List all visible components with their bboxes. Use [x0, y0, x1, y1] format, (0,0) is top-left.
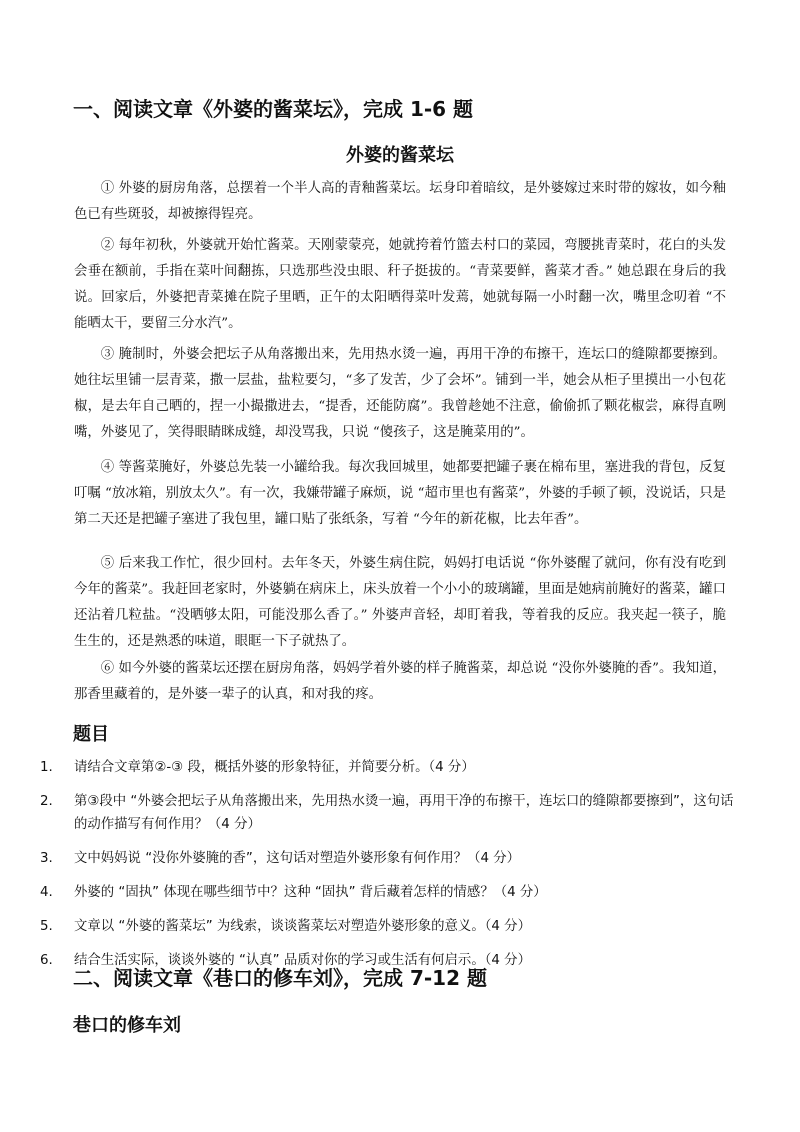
question-text: 第③段中 “外婆会把坛子从角落搬出来，先用热水烫一遍，再用干净的布擦干，连坛口的缝隙都要擦到”，这句话的动作描写有何作用？（4 分） — [74, 794, 734, 832]
question-text: 文章以 “外婆的酱菜坛” 为线索，谈谈酱菜坛对塑造外婆形象的意义。（4 分） — [74, 919, 531, 934]
article-1-title: 外婆的酱菜坛 — [346, 145, 454, 166]
question-item — [40, 756, 740, 779]
questions-heading: 题目 — [73, 724, 109, 745]
question-list — [40, 756, 740, 983]
article-2-title: 巷口的修车刘 — [73, 1015, 181, 1036]
section-1-title: 一、阅读文章《外婆的酱菜坛》，完成 1-6 题 — [73, 97, 474, 121]
article-1-paragraph-3: ③ 腌制时，外婆会把坛子从角落搬出来，先用热水烫一遍，再用干净的布擦干，连坛口的缝隙都要擦到。她往坛里铺一层青菜，撒一层盐，盐粒要匀，“多了发苦，少了会坏”。铺到一半，她会从柜子里摸出一小包花椒，是去年自己晒的，捏一小撮撒进去，“提香，还能防腐”。我曾趁她不注意，偷偷抓了颗花椒尝，麻得直咧嘴，外婆见了，笑得眼睛眯成缝，却没骂我，只说 “傻孩子，这是腌菜用的”。 — [74, 347, 726, 440]
article-1-paragraph-5: ⑤ 后来我工作忙，很少回村。去年冬天，外婆生病住院，妈妈打电话说 “你外婆醒了就问，你有没有吃到今年的酱菜”。我赶回老家时，外婆躺在病床上，床头放着一个小小的玻璃罐，里面是她病前腌好的酱菜，罐口还沾着几粒盐。“没晒够太阳，可能没那么香了。” 外婆声音轻，却盯着我，等着我的反应。我夹起一筷子，脆生生的，还是熟悉的味道，眼眶一下子就热了。 — [74, 556, 726, 649]
question-text: 结合生活实际，谈谈外婆的 “认真” 品质对你的学习或生活有何启示。（4 分） — [74, 953, 531, 968]
question-number: 6. — [40, 953, 53, 968]
question-number: 4. — [40, 885, 53, 900]
article-1-paragraph-2: ② 每年初秋，外婆就开始忙酱菜。天刚蒙蒙亮，她就挎着竹篮去村口的菜园，弯腰挑青菜时，花白的头发会垂在额前，手指在菜叶间翻拣，只选那些没虫眼、秆子挺拔的。“青菜要鲜，酱菜才香。” 她总跟在身后的我说。回家后，外婆把青菜摊在院子里晒，正午的太阳晒得菜叶发蔫，她就每隔一小时翻一次，嘴里念叨着 “不能晒太干，要留三分水汽”。 — [74, 238, 726, 331]
question-text: 文中妈妈说 “没你外婆腌的香”，这句话对塑造外婆形象有何作用？（4 分） — [74, 851, 521, 866]
question-item — [40, 915, 740, 938]
question-text: 外婆的 “固执” 体现在哪些细节中？这种 “固执” 背后藏着怎样的情感？（4 分） — [74, 885, 547, 900]
question-item — [40, 847, 740, 870]
article-1-paragraph-1: ① 外婆的厨房角落，总摆着一个半人高的青釉酱菜坛。坛身印着暗纹，是外婆嫁过来时带的嫁妆，如今釉色已有些斑驳，却被擦得锃亮。 — [74, 181, 726, 222]
article-1-paragraph-4: ④ 等酱菜腌好，外婆总先装一小罐给我。每次我回城里，她都要把罐子裹在棉布里，塞进我的背包，反复叮嘱 “放冰箱，别放太久”。有一次，我嫌带罐子麻烦，说 “超市里也有酱菜”，外婆的手顿了顿，没说话，只是第二天还是把罐子塞进了我包里，罐口贴了张纸条，写着 “今年的新花椒，比去年香”。 — [74, 460, 726, 527]
section-2-title: 二、阅读文章《巷口的修车刘》，完成 7-12 题 — [73, 966, 487, 990]
question-number: 3. — [40, 851, 53, 866]
question-number: 5. — [40, 919, 53, 934]
question-item — [40, 881, 740, 904]
article-1-paragraph-6: ⑥ 如今外婆的酱菜坛还摆在厨房角落，妈妈学着外婆的样子腌酱菜，却总说 “没你外婆腌的香”。我知道，那香里藏着的，是外婆一辈子的认真，和对我的疼。 — [74, 661, 726, 702]
question-number: 1. — [40, 760, 53, 775]
question-item — [40, 790, 740, 836]
question-number: 2. — [40, 794, 53, 809]
question-text: 请结合文章第②-③ 段，概括外婆的形象特征，并简要分析。（4 分） — [74, 760, 475, 775]
